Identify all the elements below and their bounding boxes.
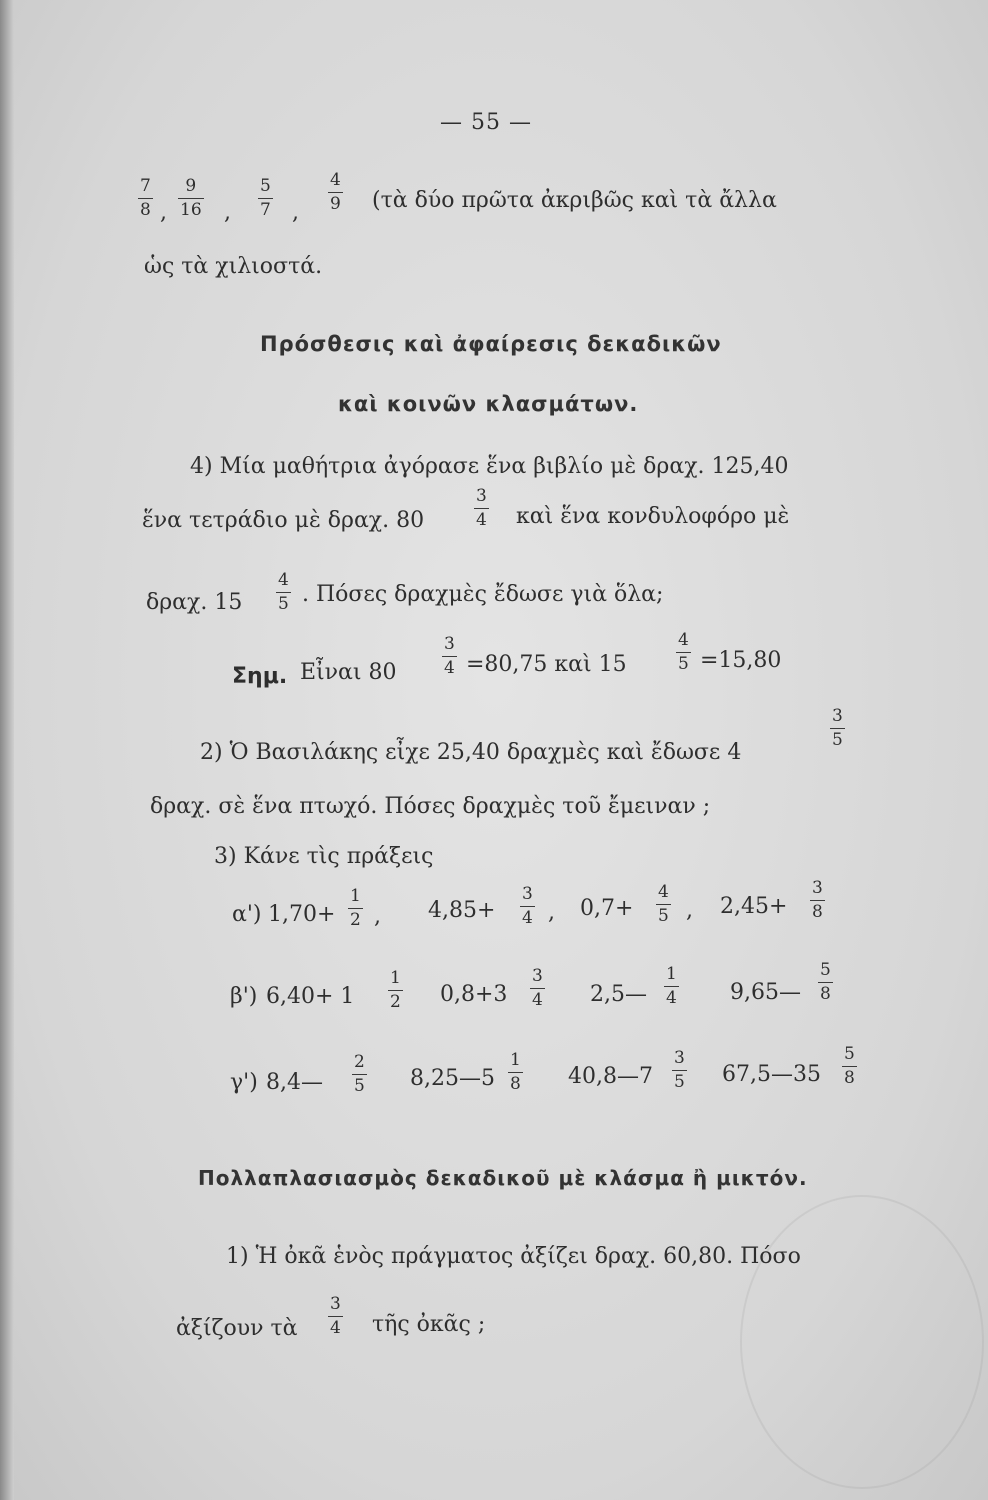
problem-text: 2) Ὁ Βασιλάκης εἶχε 25,40 δραχμὲς καὶ ἔδωσε 4 [200, 740, 742, 765]
fraction: $\frac{1}{8}$ [510, 1050, 521, 1094]
faded-stamp [740, 1195, 984, 1489]
fraction: $\frac{5}{8}$ [820, 960, 831, 1004]
problem-text: 3) Κάνε τὶς πράξεις [214, 844, 434, 869]
row-label: α') [232, 902, 262, 927]
section-title: καὶ κοινῶν κλασμάτων. [338, 392, 639, 416]
fraction: $\frac{4}{5}$ [678, 630, 689, 674]
fraction: $\frac{5}{7}$ [260, 176, 271, 220]
fraction: $\frac{3}{8}$ [812, 878, 823, 922]
fraction: $\frac{7}{8}$ [140, 176, 151, 220]
expr-text: 6,40+ 1 [266, 984, 355, 1009]
problem-text: . Πόσες δραχμὲς ἔδωσε γιὰ ὅλα; [302, 582, 664, 607]
comma: , [292, 200, 299, 225]
row-label: γ') [230, 1070, 258, 1095]
note-text: Εἶναι 80 [300, 660, 397, 685]
problem-text: 4) Μία μαθήτρια ἀγόρασε ἕνα βιβλίο μὲ δραχ. 125,40 [190, 454, 789, 479]
expr-text: 2,45+ [720, 894, 788, 919]
fraction: $\frac{9}{16}$ [180, 176, 202, 220]
fraction: $\frac{1}{2}$ [390, 968, 401, 1012]
problem-text: ἀξίζουν τὰ [176, 1316, 298, 1341]
fraction: $\frac{3}{4}$ [476, 486, 487, 530]
fraction: $\frac{3}{4}$ [330, 1294, 341, 1338]
fraction: $\frac{4}{5}$ [658, 882, 669, 926]
expr-text: 1,70+ [268, 902, 336, 927]
page-number: — 55 — [440, 110, 532, 135]
page-edge [0, 0, 14, 1500]
comma: , [224, 200, 231, 225]
problem-text: ἕνα τετράδιο μὲ δραχ. 80 [142, 508, 425, 533]
expr-text: 4,85+ [428, 898, 496, 923]
problem-text: καὶ ἕνα κονδυλοφόρο μὲ [516, 504, 790, 529]
expr-text: 40,8—7 [568, 1064, 653, 1089]
fraction: $\frac{3}{4}$ [522, 884, 533, 928]
problem-text: τῆς ὀκᾶς ; [372, 1312, 486, 1337]
comma: , [686, 898, 693, 923]
expr-text: 0,7+ [580, 896, 634, 921]
fraction: $\frac{1}{2}$ [350, 886, 361, 930]
comma: , [374, 904, 381, 929]
fraction: $\frac{3}{5}$ [832, 706, 843, 750]
problem-text: δραχ. σὲ ἕνα πτωχό. Πόσες δραχμὲς τοῦ ἔμειναν ; [150, 794, 711, 819]
expr-text: 9,65— [730, 980, 801, 1005]
fraction: $\frac{5}{8}$ [844, 1044, 855, 1088]
problem-text: δραχ. 15 [146, 590, 243, 615]
expr-text: 8,4— [266, 1070, 323, 1095]
fraction: $\frac{1}{4}$ [666, 964, 677, 1008]
section-title: Πρόσθεσις καὶ ἀφαίρεσις δεκαδικῶν [260, 332, 722, 356]
fraction: $\frac{3}{4}$ [444, 634, 455, 678]
note-text: (τὰ δύο πρῶτα ἀκριβῶς καὶ τὰ ἄλλα [372, 188, 777, 213]
expr-text: 67,5—35 [722, 1062, 821, 1087]
comma: , [160, 200, 167, 225]
problem-text: 1) Ἡ ὀκᾶ ἑνὸς πράγματος ἀξίζει δραχ. 60,80. Πόσο [226, 1244, 801, 1269]
fraction: $\frac{3}{5}$ [674, 1048, 685, 1092]
fraction: $\frac{4}{5}$ [278, 570, 289, 614]
fraction: $\frac{2}{5}$ [354, 1052, 365, 1096]
expr-text: 8,25—5 [410, 1066, 495, 1091]
note-text: ὡς τὰ χιλιοστά. [144, 254, 323, 279]
row-label: β') [230, 984, 258, 1009]
expr-text: 2,5— [590, 982, 647, 1007]
note-label: Σημ. [232, 664, 288, 689]
comma: , [548, 900, 555, 925]
expr-text: 0,8+3 [440, 982, 508, 1007]
fraction: $\frac{3}{4}$ [532, 966, 543, 1010]
note-text: =15,80 [700, 648, 782, 673]
fraction: $\frac{4}{9}$ [330, 170, 341, 214]
note-text: =80,75 καὶ 15 [466, 652, 627, 677]
section-title: Πολλαπλασιασμὸς δεκαδικοῦ μὲ κλάσμα ἢ μικτόν. [198, 1166, 808, 1190]
